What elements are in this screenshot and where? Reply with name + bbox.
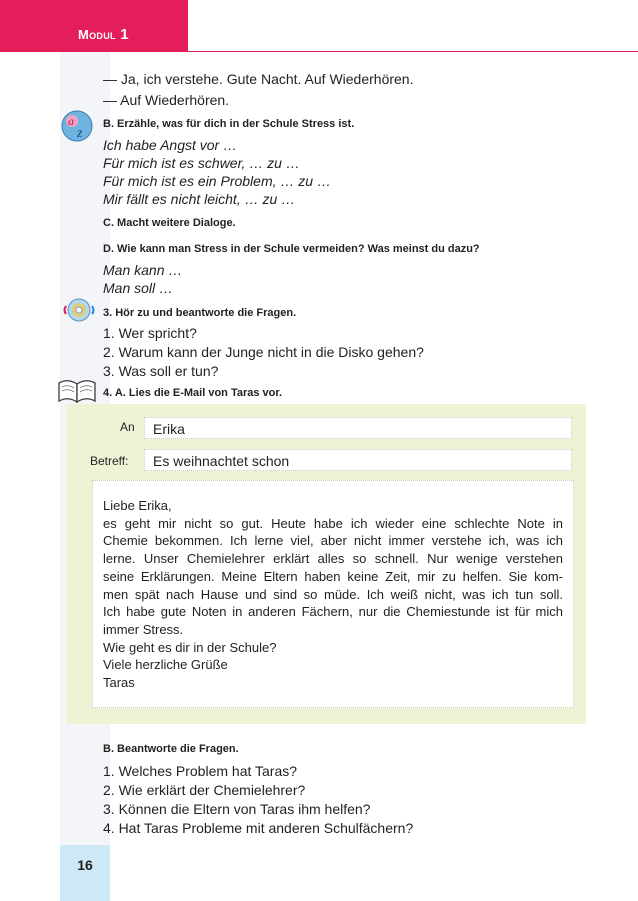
question-item: 2. Wie erklärt der Chemielehrer? [103,782,306,798]
letter-body-box [92,480,574,708]
phrase-item: Man soll … [103,280,174,296]
letter-signature: Taras [103,675,135,691]
module-number: 1 [120,26,129,43]
question-item: 2. Warum kann der Junge nicht in die Disko gehen? [103,344,424,360]
subject-field [144,449,572,471]
letter-line: es geht mir nicht so gut. Heute habe ich wieder eine schlechte Note in [103,515,563,531]
phrase-item: Für mich ist es ein Problem, … zu … [103,173,331,189]
phrase-item: Für mich ist es schwer, … zu … [103,155,300,171]
question-item: 3. Können die Eltern von Taras ihm helfen? [103,801,371,817]
module-title [78,26,129,43]
to-value: Erika [153,421,185,437]
phrase-item: Ich habe Angst vor … [103,137,238,153]
audio-cd-icon [62,296,96,324]
module-header-bar [0,0,188,52]
letter-greeting: Liebe Erika, [103,498,172,513]
letter-line: immer Stress. [103,621,184,637]
letter-line: Chemie bekommen. Ich lerne viel, aber nicht immer verstehe ich, was ich [103,533,563,549]
task-d-heading: D. Wie kann man Stress in der Schule vermeiden? Was meinst du dazu? [103,243,480,255]
letter-text [103,497,563,692]
subject-label: Betreff: [90,454,129,468]
letter-line: seine Erklärungen. Meine Eltern haben keine Zeit, mir zu helfen. Sie kom- [103,568,563,584]
letter-line: Ich habe gute Noten in anderen Fächern, nur die Chemiestunde ist für mich [103,604,563,620]
question-item: 1. Welches Problem hat Taras? [103,763,298,779]
letter-line: men spät nach Hause und sind so müde. Ich weiß nicht, was ich tun soll. [103,586,563,602]
task-3-heading: 3. Hör zu und beantworte die Fragen. [103,307,297,319]
phrase-item: Man kann … [103,262,183,278]
question-item: 1. Wer spricht? [103,325,197,341]
to-field [144,417,572,439]
task-c-heading: C. Macht weitere Dialoge. [103,217,236,229]
subject-value: Es weihnachtet schon [153,453,290,469]
letter-line: lerne. Unser Chemielehrer erklärt alles so schnell. Nur wenige verstehen [103,551,563,567]
question-item: 4. Hat Taras Probleme mit anderen Schulfächern? [103,820,414,836]
to-label: An [120,420,135,434]
header-rule [188,51,638,52]
letter-question: Wie geht es dir in der Schule? [103,639,277,655]
svg-text:z: z [77,126,83,141]
question-item: 3. Was soll er tun? [103,363,219,379]
phrase-item: Mir fällt es nicht leicht, … zu … [103,191,296,207]
module-label: Modul [78,27,116,42]
open-book-icon [56,375,98,405]
dialog-line: — Auf Wiederhören. [103,92,230,108]
dialog-line: — Ja, ich verstehe. Gute Nacht. Auf Wiederhören. [103,71,414,87]
az-letters-icon [60,108,94,144]
task-b-heading: B. Erzähle, was für dich in der Schule Stress ist. [103,118,355,130]
svg-text:a: a [68,114,74,128]
page-number-box [60,845,110,901]
letter-closing: Viele herzliche Grüße [103,657,228,673]
task-4b-heading: B. Beantworte die Fragen. [103,743,239,755]
page-number: 16 [77,857,93,873]
task-4-heading: 4. A. Lies die E-Mail von Taras vor. [103,387,283,399]
